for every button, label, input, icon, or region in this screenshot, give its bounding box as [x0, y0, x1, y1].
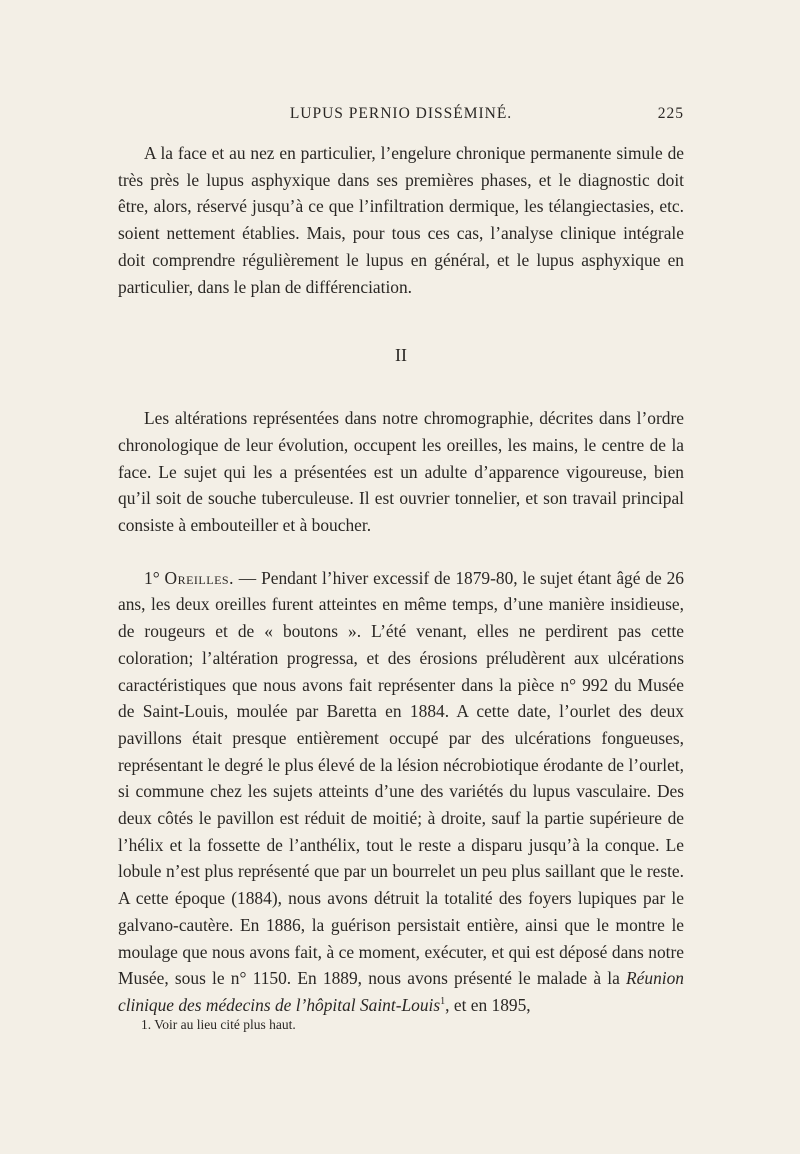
footnote: 1. Voir au lieu cité plus haut.: [141, 1017, 296, 1032]
body-text: [118, 140, 684, 1019]
page-header: [118, 105, 684, 125]
paragraph-gap: [118, 539, 684, 565]
page-number: 225: [657, 105, 684, 122]
paragraph-oreilles-text: — Pendant l’hiver excessif de 1879-80, le sujet étant âgé de 26 ans, les deux oreilles furent atteintes en même temps, d’une manière insidieuse, de rougeurs et de « boutons ». L’été venant, elles ne perdirent pas cette coloration; l’altération progressa, et des érosions préludèrent aux ulcérations caractéristiques que nous avons fait représenter dans la pièce n° 992 du Musée de Saint-Louis, moulée par Baretta en 1884. A cette date, l’ourlet des deux pavillons était presque entièrement occupé par des ulcérations fongueuses, représentant le degré le plus élevé de la lésion nécrobiotique érodante de l’ourlet, si commune chez les sujets atteints d’une des variétés du lupus vasculaire. Des deux côtés le pavillon est réduit de moitié; à droite, sauf la partie supérieure de l’hélix et la fossette de l’anthélix, tout le reste a disparu jusqu’à la conque. Le lobule n’est plus représenté que par un bourrelet un peu plus saillant que le reste. A cette époque (1884), nous avons détruit la totalité des foyers lupiques par le galvano-cautère. En 1886, la guérison persistait entière, ainsi que le montre le moulage que nous avons fait, à ce moment, exécuter, et qui est déposé dans notre Musée, sous le n° 1150. En 1889, nous avons présenté le malade à la: [118, 567, 684, 989]
paragraph-engelure: A la face et au nez en particulier, l’engelure chronique permanente simule de très près le lupus asphyxique dans ses premières phases, et le diagnostic doit être, alors, réservé jusqu’à ce que l’infiltration dermique, les télangiectasies, etc. soient nettement établies. Mais, pour tous ces cas, l’analyse clinique intégrale doit comprendre régulièrement le lupus en général, et le lupus asphyxique en particulier, dans le plan de différenciation.: [118, 143, 684, 297]
footnote-reference: 1: [440, 996, 446, 1008]
paragraph-oreilles: [118, 565, 684, 1019]
italic-title: Réunion clinique des médecins de l’hôpital Saint-Louis: [118, 968, 684, 1015]
running-head: LUPUS PERNIO DISSÉMINÉ.: [289, 105, 513, 122]
section-heading: II: [395, 345, 407, 366]
subsection-title: Oreilles.: [164, 567, 234, 588]
paragraph-oreilles-end: , et en 1895,: [445, 994, 531, 1015]
item-number: 1°: [144, 567, 160, 588]
paragraph-alterations: Les altérations représentées dans notre chromographie, décrites dans l’ordre chronologique de leur évolution, occupent les oreilles, les mains, le centre de la face. Le sujet qui les a présentées est un adulte d’apparence vigoureuse, bien qu’il soit de souche tuberculeuse. Il est ouvrier tonnelier, et son travail principal consiste à embouteiller et à boucher.: [118, 408, 684, 536]
